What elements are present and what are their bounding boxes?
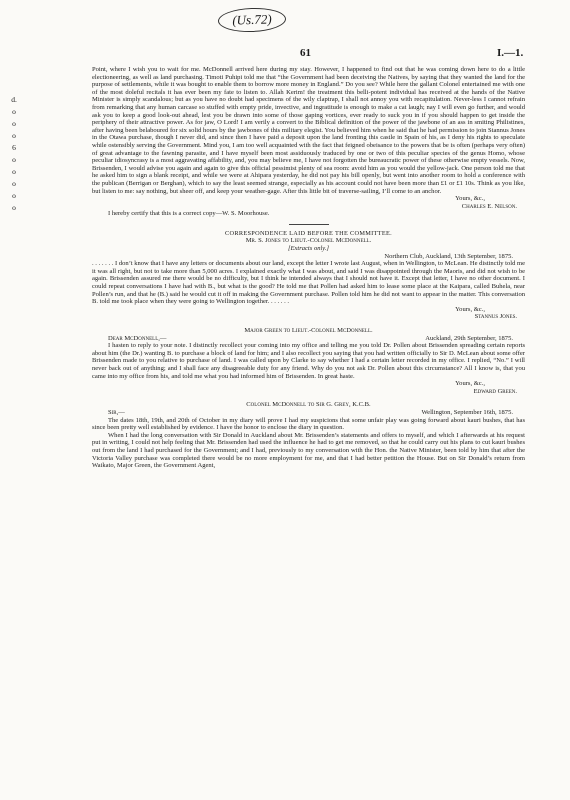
letter2-title: Mr. S. Jones to Lieut.-Colonel McDonnell. [245,237,372,245]
margin-marks [6,94,22,214]
margin-mark: o [12,167,16,176]
margin-mark: o [12,179,16,188]
page-number: 61 [300,47,311,59]
divider [289,224,329,225]
letter4-dateline: Wellington, September 16th, 1875. [421,408,513,416]
letter2-dateline: Northern Club, Auckland, 13th September, 1875. [384,252,513,260]
letter3-dateline: Auckland, 29th September, 1875. [425,334,513,342]
letter2-subtitle: [Extracts only.] [287,245,330,253]
letter2-body: . . . . . . . I don’t know that I have any letters or documents about our land, except the letter I wrote last August, when in Wellington, to McLean. He distinctly told me it was all right, but not to take more than 5,000 acres. I explained exactly what I was about, and said I was disappointed through the Maoris, and did not wish to be again. Brissenden assured me there would be no difficulty, but I think he intended always that I should not have it. Except that letter, I have no other document. I could repeat conversations I have had with B., but what is the good? He told me that Pollen had asked him to lease some place at the Kaipara, called Buhela, near Pollen’s run, and that he (B.) said he would cut it off in making the Government purchase. Pollen told him he did not want to appear in the matter. This conversation B. told me took place when they were going to Wellington together. . . . . . . [92,260,525,306]
letter4-header-line [92,409,525,417]
margin-mark: o [12,119,16,128]
letter2-closing: Yours, &c., [455,305,485,313]
letter1-closing: Yours, &c., [455,195,485,203]
letter1-body: Point, where I wish you to wait for me. McDonnell arrived here during my stay. However, I happened to find out that he was coming down here to do a little electioneering, as well as land purchasing. Timoti Puhipi told me that “the Government had been deceiving the Natives, by saying that they wanted the land for the purpose of settlements, while it was bought to enable them to borrow more money in England.” Do you see? While here the gallant Colonel entertained me with one of the most doleful recitals it has ever been my fate to listen to. Allah Kerim! the treatment this belli-potent individual has received at the hands of the Native Minister is simply scandalous; but as you have no doubt had specimens of the wily claptrap, I shall not annoy you with recapitulation. Never-less I cannot refrain from remarking that any human carcase so stuffed with empty pride, invective, and ingratitude is enough to make a cat laugh; nay I will even go further, and would ask you to keep a good look-out ahead, lest you be drawn into some of those gaping vortices, ever ready to suck you in if you should happen to get inside the periphery of their attractive power. As for jaw, O Lord! I am verily a convert to the Biblical definition of the power of the jawbone of an ass in smiting Philistines, after having been belaboured for six solid hours by the jawbones of this military elegist. You believed him when he said that he had permission to join Stannus Jones in the Otawa purchase, though I never did, and since then I have paid a deposit upon the land fronting this castle in Spain of his, as I deny his rights to speculate while ostensibly serving the Government. Mind you, I am too well acquainted with the fact that feigned obeisance to the powers that be is often (perhaps very often) of great advantage to the fawning parasite, and I have myself been most assiduously traduced by one or two of this peculiar species of the genus Homo, whose peculiar idiosyncrasy is a most aggravating affability, and, you may believe me, I have not forgotten the bureaucratic power of these otherwise empty vessels. Now, Brissenden, I would advise you again and again to give this official pessimist plenty of sea room: avoid him as you would the yellow-jack. One person told me that he asked him to sign a blank receipt, and while we were at Ahipara yesterday, he did not pay his bill openly, but went into another room to hold a conference with the publican (Berrigan or Berghan), which to say the least seemed strange, especially as his account could not have been more than £1 or £1 10s. Think as you like, but listen to me: say nothing, but sheer off, and keep your weather-gage. After this little bit of traverse-sailing, I’ll come to an anchor. [92,66,525,195]
margin-mark: o [12,155,16,164]
letter2-signature: Stannus Jones. [474,313,517,321]
letter3-title: Major Green to Lieut.-Colonel McDonnell. [244,327,373,334]
letter3-header-line [92,335,525,343]
letter4-salutation: Sir,— [108,408,125,416]
letter1-signature: Charles E. Nelson. [461,202,517,210]
margin-mark: o [12,203,16,212]
margin-mark: o [12,191,16,200]
letter3-salutation: Dear McDonnell,— [108,334,167,342]
archive-stamp: (Us.72) [218,7,287,33]
document-body [92,66,525,470]
margin-mark: o [12,107,16,116]
margin-mark: d. [11,95,17,104]
letter3-closing: Yours, &c., [455,380,485,388]
letter4-title: Colonel McDonnell to Sir G. Grey, K.C.B. [246,401,371,409]
certification-line: I hereby certify that this is a correct copy—W. S. Moorhouse. [108,210,270,218]
letter3-signature: Edward Green. [473,387,517,395]
section-title: CORRESPONDENCE LAID BEFORE THE COMMITTEE. [225,229,392,237]
letter3-body: I hasten to reply to your note. I distinctly recollect your coming into my office and telling me you told Dr. Pollen about Brissenden spreading certain reports about him (the Dr.) wanting B. to purchase a block of land for him; and I also recollect you saying that you had written officially to Sir D. McLean about some offer Brissenden made to you relative to purchase of land. I was called upon by Clarke to say whether I had a certain letter recorded in my office. I replied, “No.” I will never back out of anything; and I shall face any disagreeable duty for any friend. Why do you not ask Dr. Pollen about this circumstance? All I know is, that you came into my office from his, and told me what you had informed him of Brissenden. In great haste. [92,342,525,380]
margin-mark: 6 [12,143,16,152]
margin-mark: o [12,131,16,140]
page-reference: I.—1. [497,47,524,59]
letter4-paragraph: The dates 18th, 19th, and 20th of October in my diary will prove I had my suspicions that some unfair play was going forward about kauri bushes, that has since been pretty well established by evidence. I have the honor to enclose the diary in question. [92,416,525,432]
letter4-paragraph: When I had the long conversation with Sir Donald in Auckland about Mr. Brissenden’s statements and offers to myself, and which I afterwards at his request put in writing, I could not help feeling that Mr. Brissenden had used the influence he had to get me removed, so that he could carry out his plans to cut kauri bushes out from the land I had purchased for the Government; and I had, previously to my conversation with the Hon. the Native Minister, been told by him that after the Victoria Valley purchase was completed there would be no more employment for me, and that I had better petition the House. But on Sir Donald’s return from Waikato, Major Green, the Government Agent, [92,431,525,470]
